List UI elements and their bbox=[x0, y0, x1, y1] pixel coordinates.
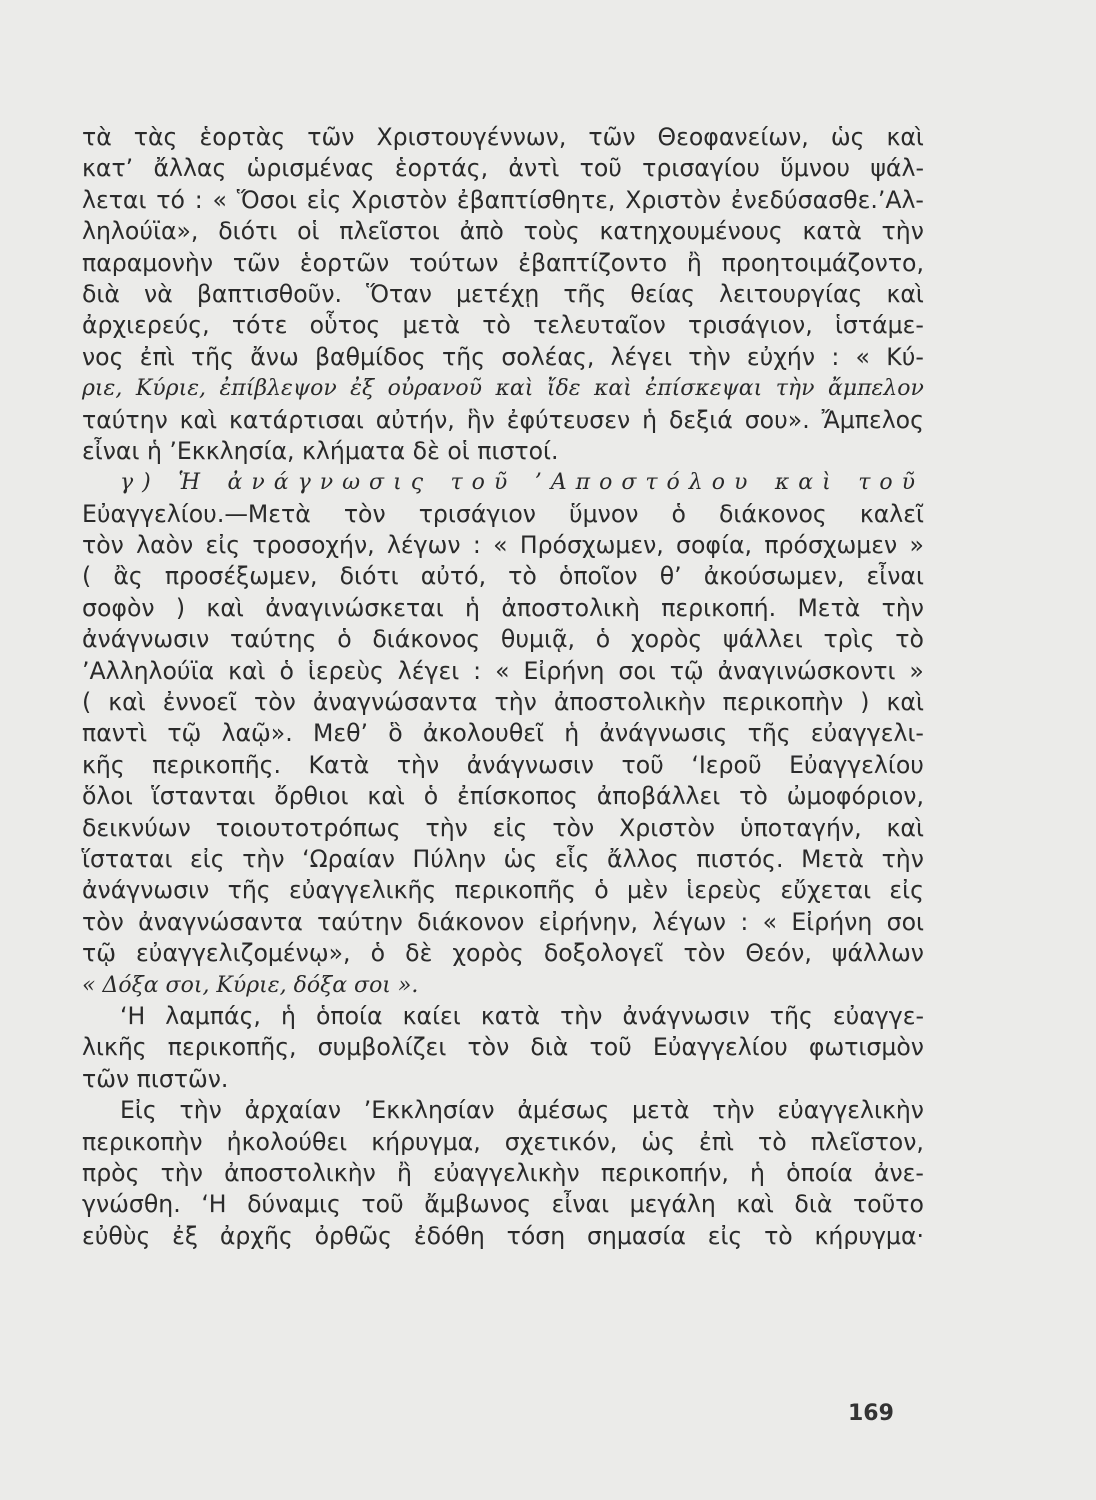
text-line: ὅλοι ἵστανται ὄρθιοι καὶ ὁ ἐπίσκοπος ἀποβάλλει τὸ ὠμοφόριον, bbox=[82, 782, 924, 811]
text-line: σοφὸν ) καὶ ἀναγινώσκεται ἡ ἀποστολικὴ περικοπή. Μετὰ τὴν bbox=[82, 593, 924, 622]
text-line: τὰ τὰς ἑορτὰς τῶν Χριστουγέννων, τῶν Θεοφανείων, ὡς καὶ bbox=[82, 123, 924, 151]
text-line: Εἰς τὴν ἀρχαίαν ’Εκκλησίαν ἀμέσως μετὰ τὴν εὐαγγελικὴν bbox=[120, 1096, 924, 1125]
text-line: ’Αλληλούϊα καὶ ὁ ἱερεὺς λέγει : « Εἰρήνη σοι τῷ ἀναγινώσκοντι » bbox=[82, 656, 924, 685]
text-line: παντὶ τῷ λαῷ». Μεθ’ ὃ ἀκολουθεῖ ἡ ἀνάγνωσις τῆς εὐαγγελι- bbox=[82, 719, 924, 748]
text-line: κῆς περικοπῆς. Κατὰ τὴν ἀνάγνωσιν τοῦ ‘Ιεροῦ Εὐαγγελίου bbox=[82, 750, 924, 779]
text-line: ‘Η λαμπάς, ἡ ὁποία καίει κατὰ τὴν ἀνάγνωσιν τῆς εὐαγγε- bbox=[120, 1001, 924, 1030]
text-line: γνώσθη. ‘Η δύναμις τοῦ ἄμβωνος εἶναι μεγάλη καὶ διὰ τοῦτο bbox=[82, 1190, 924, 1219]
text-line: ἀνάγνωσιν ταύτης ὁ διάκονος θυμιᾷ, ὁ χορὸς ψάλλει τρὶς τὸ bbox=[82, 625, 924, 654]
text-line: λικῆς περικοπῆς, συμβολίζει τὸν διὰ τοῦ Εὐαγγελίου φωτισμὸν bbox=[82, 1033, 924, 1062]
text-line: ληλούϊα», διότι οἱ πλεῖστοι ἀπὸ τοὺς κατηχουμένους κατὰ τὴν bbox=[82, 217, 924, 246]
text-line: ταύτην καὶ κατάρτισαι αὐτήν, ἣν ἐφύτευσεν ἡ δεξιά σου». Ἄμπελος bbox=[82, 405, 924, 434]
text-line: Εὐαγγελίου.—Μετὰ τὸν τρισάγιον ὕμνον ὁ διάκονος καλεῖ bbox=[82, 499, 924, 528]
text-line: ( καὶ ἐννοεῖ τὸν ἀναγνώσαντα τὴν ἀποστολικὴν περικοπὴν ) καὶ bbox=[82, 688, 924, 717]
text-line: εἶναι ἡ ’Εκκλησία, κλήματα δὲ οἱ πιστοί. bbox=[82, 436, 559, 465]
text-line: νος ἐπὶ τῆς ἄνω βαθμίδος τῆς σολέας, λέγει τὴν εὐχήν : « Κύ- bbox=[82, 342, 924, 371]
text-line: κατ’ ἄλλας ὡρισμένας ἑορτάς, ἀντὶ τοῦ τρισαγίου ὕμνου ψάλ- bbox=[82, 154, 924, 183]
text-line: ἀρχιερεύς, τότε οὗτος μετὰ τὸ τελευταῖον τρισάγιον, ἱστάμε- bbox=[82, 311, 924, 340]
text-line: περικοπὴν ἠκολούθει κήρυγμα, σχετικόν, ὡς ἐπὶ τὸ πλεῖστον, bbox=[82, 1127, 924, 1156]
text-line: διὰ νὰ βαπτισθοῦν. Ὅταν μετέχῃ τῆς θείας λειτουργίας καὶ bbox=[82, 279, 924, 308]
text-line: ( ἂς προσέξωμεν, διότι αὐτό, τὸ ὁποῖον θ’ ἀκούσωμεν, εἶναι bbox=[82, 562, 924, 591]
body-text bbox=[82, 122, 924, 1252]
text-line: παραμονὴν τῶν ἑορτῶν τούτων ἐβαπτίζοντο ἢ προητοιμάζοντο, bbox=[82, 248, 924, 277]
text-line: τὸν ἀναγνώσαντα ταύτην διάκονον εἰρήνην, λέγων : « Εἰρήνη σοι bbox=[82, 907, 924, 936]
text-line: πρὸς τὴν ἀποστολικὴν ἢ εὐαγγελικὴν περικοπήν, ἡ ὁποία ἀνε- bbox=[82, 1158, 924, 1187]
text-line: τὸν λαὸν εἰς τροσοχήν, λέγων : « Πρόσχωμεν, σοφία, πρόσχωμεν » bbox=[82, 531, 924, 560]
page-number: 169 bbox=[848, 1401, 894, 1426]
text-line: γ) Ἡ ἀνάγνωσις τοῦ ’Αποστόλου καὶ τοῦ bbox=[120, 470, 924, 496]
text-line: εὐθὺς ἐξ ἀρχῆς ὀρθῶς ἐδόθη τόση σημασία εἰς τὸ κήρυγμα· bbox=[82, 1221, 924, 1250]
text-line: ἀνάγνωσιν τῆς εὐαγγελικῆς περικοπῆς ὁ μὲν ἱερεὺς εὔχεται εἰς bbox=[82, 876, 924, 905]
text-line: δεικνύων τοιουτοτρόπως τὴν εἰς τὸν Χριστὸν ὑποταγήν, καὶ bbox=[82, 813, 924, 842]
text-line: « Δόξα σοι, Κύριε, δόξα σοι ». bbox=[82, 972, 419, 998]
text-line: τῷ εὐαγγελιζομένῳ», ὁ δὲ χορὸς δοξολογεῖ τὸν Θεόν, ψάλλων bbox=[82, 939, 924, 968]
text-line: λεται τό : « Ὅσοι εἰς Χριστὸν ἐβαπτίσθητε, Χριστὸν ἐνεδύσασθε.’Αλ- bbox=[82, 185, 924, 214]
text-line: τῶν πιστῶν. bbox=[82, 1064, 229, 1093]
text-line: ριε, Κύριε, ἐπίβλεψον ἐξ οὐρανοῦ καὶ ἴδε καὶ ἐπίσκεψαι τὴν ἄμπελον bbox=[82, 376, 924, 402]
text-line: ἵσταται εἰς τὴν ‘Ωραίαν Πύλην ὡς εἷς ἄλλος πιστός. Μετὰ τὴν bbox=[82, 844, 924, 873]
